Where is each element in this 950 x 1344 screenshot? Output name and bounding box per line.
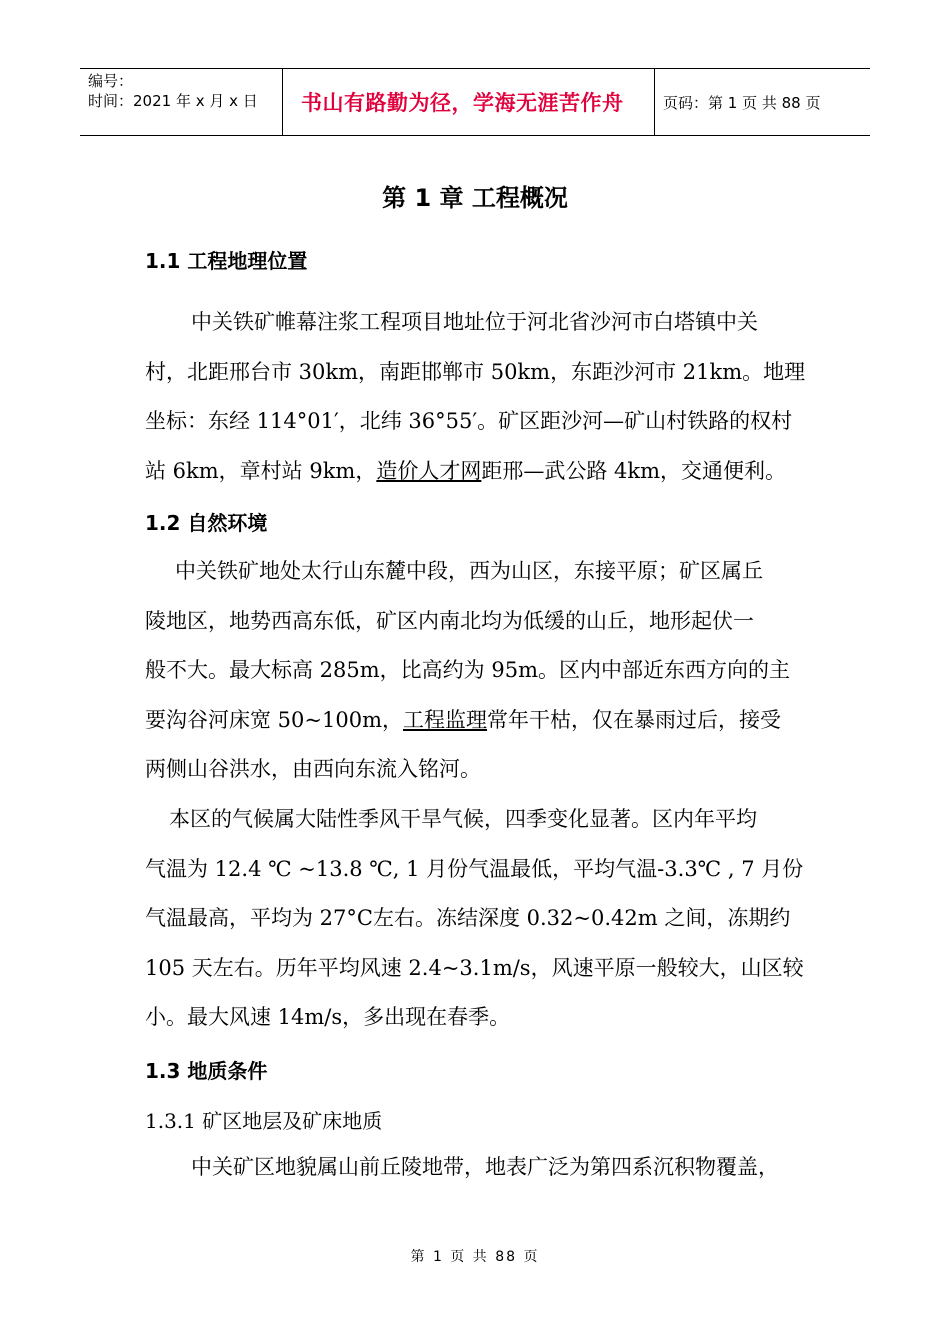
text-line: 陵地区，地势西高东低，矿区内南北均为低缓的山丘，地形起伏一 xyxy=(145,608,754,633)
text-line xyxy=(145,447,810,497)
page-footer: 第 1 页 共 88 页 xyxy=(410,1249,540,1265)
text-line: 中关矿区地貌属山前丘陵地带，地表广泛为第四系沉积物覆盖， xyxy=(191,1155,779,1179)
chapter-title: 第 1 章 工程概况 xyxy=(382,184,568,212)
text-span: 距邢—武公路 4km，交通便利。 xyxy=(481,458,787,483)
text-line: 中关铁矿帷幕注浆工程项目地址位于河北省沙河市白塔镇中关 xyxy=(191,310,758,334)
link-engineering-supervision[interactable]: 工程监理 xyxy=(403,707,487,732)
header-page-indicator: 页码：第 1 页 共 88 页 xyxy=(663,93,821,112)
link-cost-talent[interactable]: 造价人才网 xyxy=(376,458,482,483)
text-line: 气温为 12.4 ℃ ~13.8 ℃, 1 月份气温最低，平均气温-3.3℃ , 7 月份 xyxy=(145,856,804,881)
text-span: 要沟谷河床宽 50~100m， xyxy=(145,707,403,732)
text-line: 两侧山谷洪水，由西向东流入铭河。 xyxy=(145,757,481,781)
paragraph-geology xyxy=(145,1143,810,1193)
paragraph-environment xyxy=(145,547,810,795)
document-date-label: 时间：2021 年 x 月 x 日 xyxy=(88,92,258,110)
header-meta xyxy=(80,69,282,135)
section-heading-1-1: 1.1 工程地理位置 xyxy=(145,249,308,273)
text-line: 中关铁矿地处太行山东麓中段，西为山区，东接平原；矿区属丘 xyxy=(175,559,763,583)
text-span: 站 6km，章村站 9km， xyxy=(145,458,377,483)
text-line: 般不大。最大标高 285m，比高约为 95m。区内中部近东西方向的主 xyxy=(145,658,790,682)
text-line: 村，北距邢台市 30km，南距邯郸市 50km，东距沙河市 21km。地理 xyxy=(145,359,806,384)
subsection-heading-1-3-1: 1.3.1 矿区地层及矿床地质 xyxy=(145,1109,383,1133)
document-number-label: 编号： xyxy=(88,72,134,90)
text-line: 气温最高，平均为 27°C左右。冻结深度 0.32~0.42m 之间，冻期约 xyxy=(145,906,791,930)
header-motto: 书山有路勤为径，学海无涯苦作舟 xyxy=(301,91,624,115)
page-header xyxy=(80,68,870,136)
text-span: 常年干枯，仅在暴雨过后，接受 xyxy=(487,707,781,732)
header-motto-cell xyxy=(282,69,655,135)
text-line: 105 天左右。历年平均风速 2.4~3.1m/s，风速平原一般较大，山区较 xyxy=(145,955,804,980)
text-line xyxy=(145,696,810,746)
paragraph-location xyxy=(145,298,810,496)
section-heading-1-2: 1.2 自然环境 xyxy=(145,511,268,535)
paragraph-climate xyxy=(145,795,810,1043)
text-line: 坐标：东经 114°01′，北纬 36°55′。矿区距沙河—矿山村铁路的权村 xyxy=(145,409,793,433)
text-line: 本区的气候属大陆性季风干旱气候，四季变化显著。区内年平均 xyxy=(169,807,757,831)
text-line: 小。最大风速 14m/s，多出现在春季。 xyxy=(145,1005,511,1029)
section-heading-1-3: 1.3 地质条件 xyxy=(145,1059,268,1083)
